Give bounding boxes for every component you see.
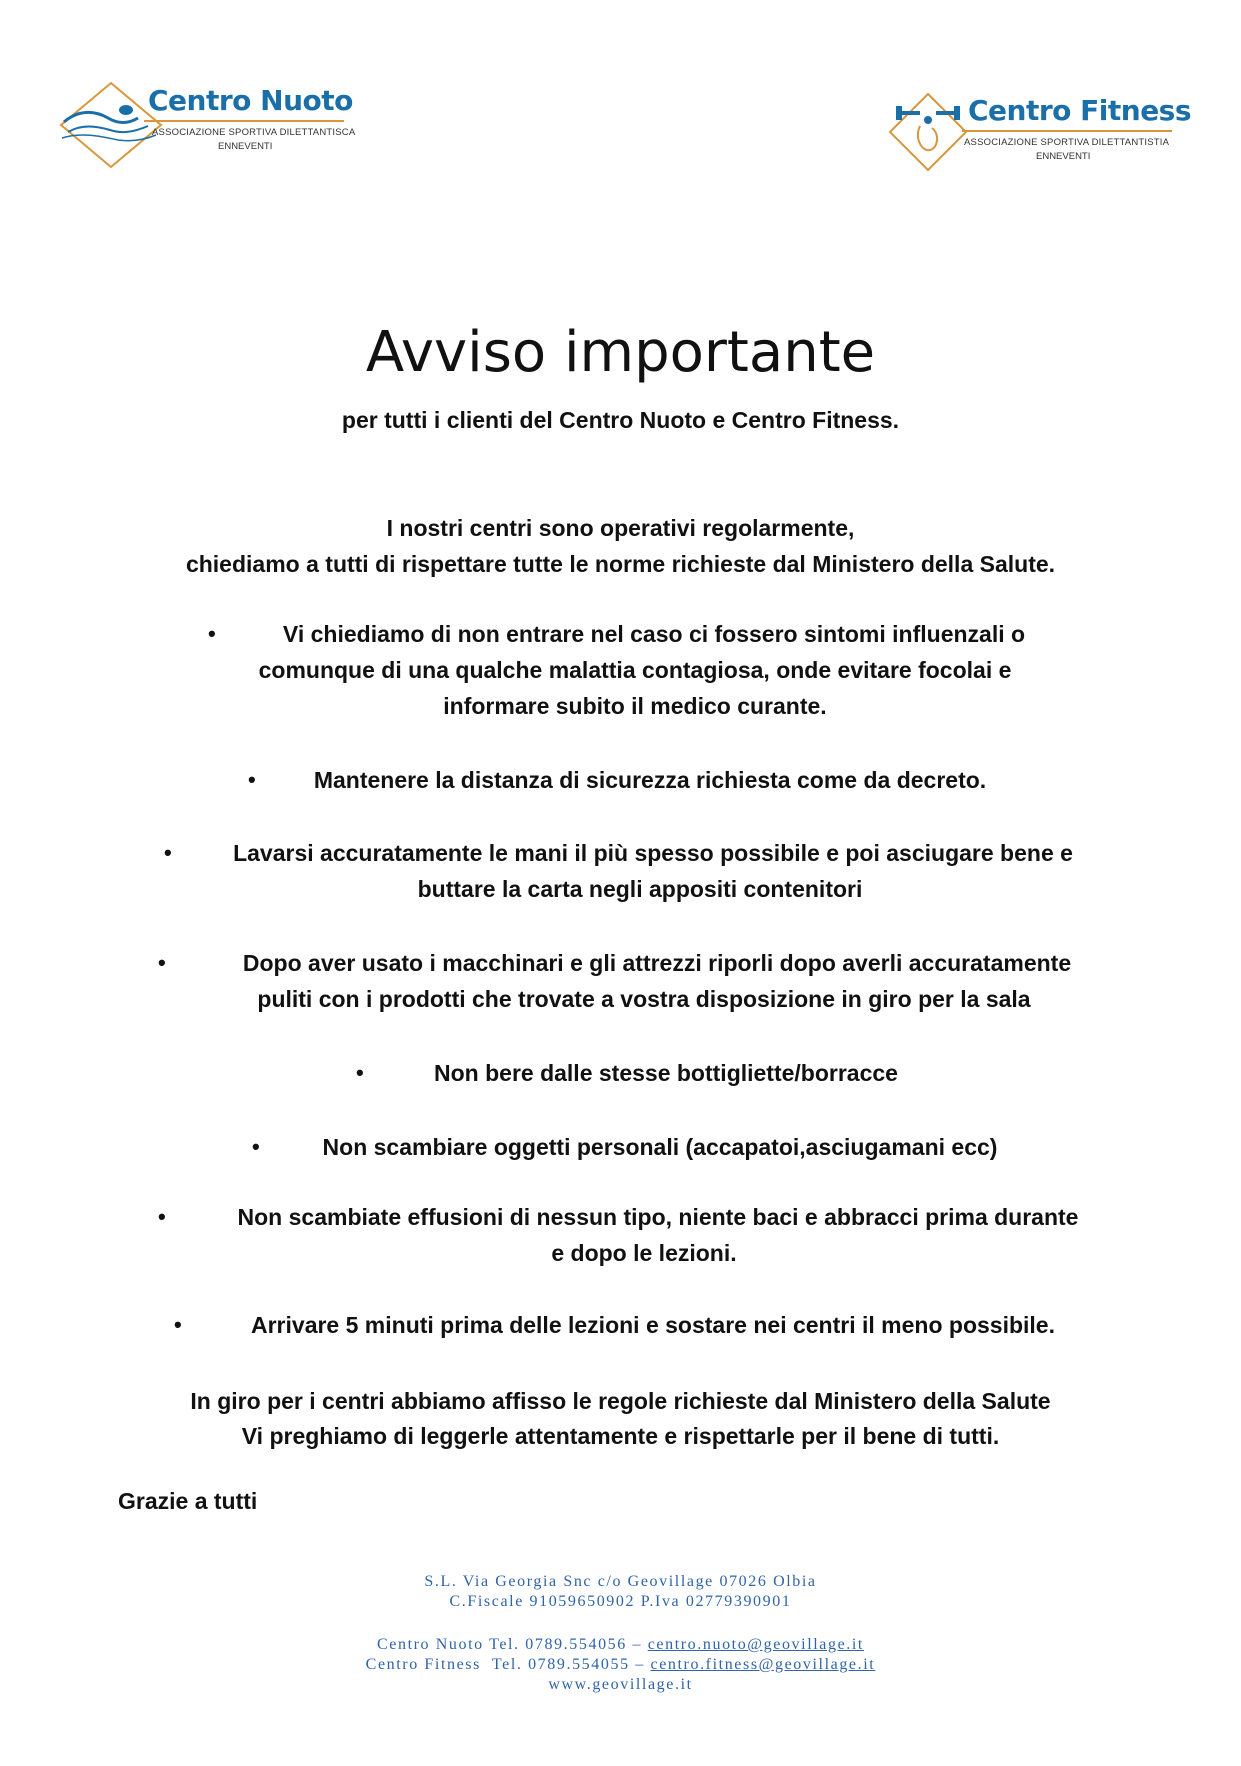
bullet-line: Non bere dalle stesse bottigliette/borracce xyxy=(434,1060,898,1086)
dumbbell-icon xyxy=(888,90,978,175)
bullet-dot: • xyxy=(158,950,166,975)
bullet-dot: • xyxy=(248,767,256,792)
footer-fitness-line xyxy=(0,1655,1241,1675)
centro-nuoto-brand: Centro Nuoto xyxy=(148,84,353,117)
bullet-line: buttare la carta negli appositi contenitori xyxy=(417,876,863,902)
bullet-item xyxy=(240,762,1060,798)
footer-fiscal-line: C.Fiscale 91059650902 P.Iva 02779390901 xyxy=(449,1593,792,1610)
closing-text xyxy=(0,1384,1241,1454)
bullet-item xyxy=(356,1055,956,1091)
bullet-line: Lavarsi accuratamente le mani il più spesso possibile e poi asciugare bene e xyxy=(233,840,1073,866)
footer-nuoto-line xyxy=(0,1635,1241,1655)
bullet-line: Vi chiediamo di non entrare nel caso ci fossero sintomi influenzali o xyxy=(282,621,1026,647)
bullet-item xyxy=(160,835,1120,907)
footer-address-line: S.L. Via Georgia Snc c/o Geovillage 07026 Olbia xyxy=(424,1573,817,1590)
intro-text xyxy=(0,510,1241,582)
footer-fitness-label: Centro Fitness Tel. 0789.554055 – xyxy=(365,1656,645,1673)
bullet-line: e dopo le lezioni. xyxy=(551,1240,737,1266)
centro-fitness-brand: Centro Fitness xyxy=(968,94,1192,127)
logo-subtitle: ASSOCIAZIONE SPORTIVA DILETTANTISTIA xyxy=(964,137,1170,148)
page-title: Avviso importante xyxy=(365,320,876,385)
logo-rule xyxy=(962,130,1172,132)
closing-line: Vi preghiamo di leggerle attentamente e rispettarle per il bene di tutti. xyxy=(241,1423,1000,1449)
footer-website[interactable]: www.geovillage.it xyxy=(548,1676,693,1693)
centro-nuoto-logo xyxy=(56,80,356,170)
bullet-item xyxy=(172,1307,1112,1343)
bullet-dot: • xyxy=(174,1312,182,1337)
logo-rule xyxy=(144,120,344,122)
bullet-line: Arrivare 5 minuti prima delle lezioni e sostare nei centri il meno possibile. xyxy=(251,1312,1055,1338)
thanks-text: Grazie a tutti xyxy=(118,1488,258,1514)
bullet-item xyxy=(154,945,1134,1017)
bullet-item xyxy=(250,1129,1050,1165)
bullet-line: Mantenere la distanza di sicurezza richiesta come da decreto. xyxy=(313,767,987,793)
bullet-item xyxy=(200,616,1070,724)
intro-line: chiediamo a tutti di rispettare tutte le norme richieste dal Ministero della Salute. xyxy=(185,551,1056,577)
bullet-dot: • xyxy=(252,1134,260,1159)
bullet-line: puliti con i prodotti che trovate a vostra disposizione in giro per la sala xyxy=(257,986,1031,1012)
page-subtitle: per tutti i clienti del Centro Nuoto e Centro Fitness. xyxy=(341,407,900,433)
bullet-line: Dopo aver usato i macchinari e gli attrezzi riporli dopo averli accuratamente xyxy=(242,950,1072,976)
bullet-line: Non scambiate effusioni di nessun tipo, niente baci e abbracci prima durante xyxy=(237,1204,1079,1230)
bullet-dot: • xyxy=(356,1060,364,1085)
logo-subtitle: ASSOCIAZIONE SPORTIVA DILETTANTISCA xyxy=(152,127,356,138)
nuoto-email-link[interactable]: centro.nuoto@geovillage.it xyxy=(647,1636,864,1653)
bullet-line: Non scambiare oggetti personali (accapatoi,asciugamani ecc) xyxy=(322,1134,998,1160)
bullet-item xyxy=(154,1199,1134,1271)
closing-line: In giro per i centri abbiamo affisso le regole richieste dal Ministero della Salute xyxy=(190,1388,1051,1414)
logo-subtitle-2: ENNEVENTI xyxy=(218,141,273,152)
bullet-dot: • xyxy=(208,621,216,646)
centro-fitness-logo xyxy=(888,90,1208,180)
fitness-email-link[interactable]: centro.fitness@geovillage.it xyxy=(650,1656,876,1673)
bullet-line: informare subito il medico curante. xyxy=(443,693,827,719)
intro-line: I nostri centri sono operativi regolarmente, xyxy=(386,515,855,541)
bullet-line: comunque di una qualche malattia contagiosa, onde evitare focolai e xyxy=(258,657,1012,683)
footer-nuoto-label: Centro Nuoto Tel. 0789.554056 – xyxy=(377,1636,643,1653)
footer-address xyxy=(0,1572,1241,1612)
bullet-dot: • xyxy=(164,840,172,865)
logo-subtitle-2: ENNEVENTI xyxy=(1036,151,1091,162)
bullet-dot: • xyxy=(158,1204,166,1229)
footer-contacts xyxy=(0,1635,1241,1695)
